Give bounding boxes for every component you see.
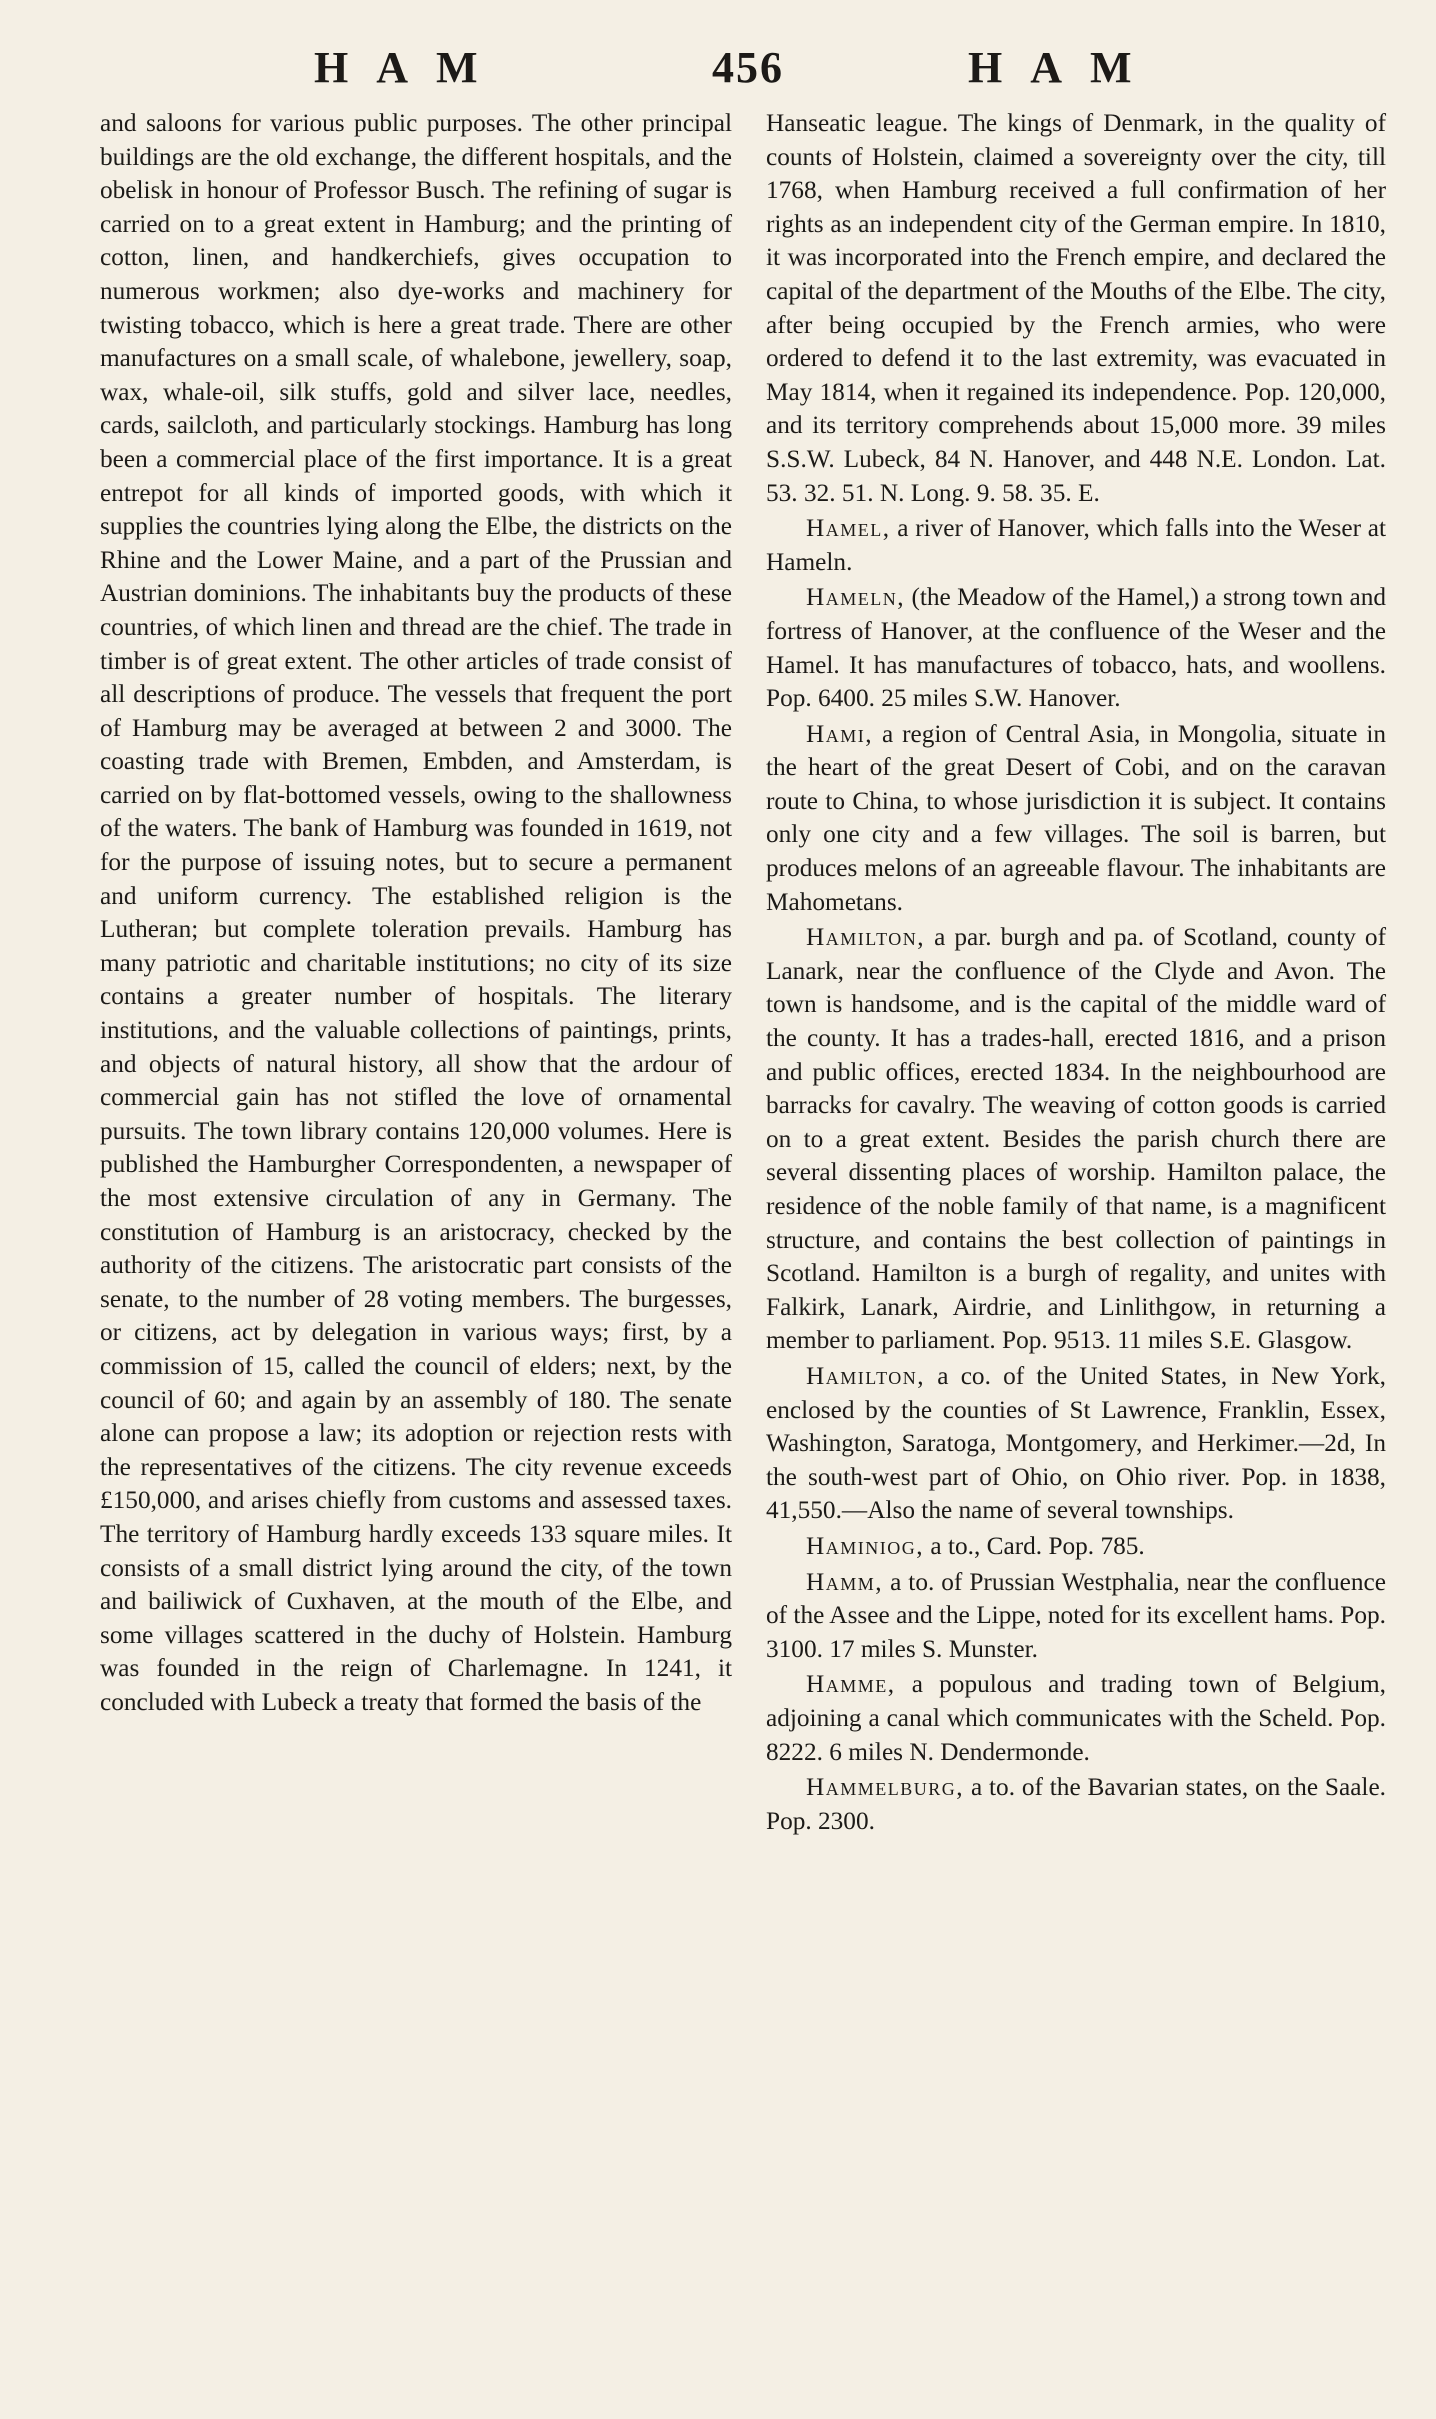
entry-hamme (766, 1668, 1386, 1769)
entry-text: a river of Hanover, which falls into the Weser at Hameln. (766, 514, 1386, 576)
hamburg-entry-end: Hanseatic league. The kings of Denmark, in the quality of counts of Holstein, claimed a sovereignty over the city, till 1768, when Hamburg received a full confirmation of her rights as an independent city of the German empire. In 1810, it was incorporated into the French empire, and declared the capital of the department of the Mouths of the Elbe. The city, after being occupied by the French armies, who were ordered to defend it to the last extremity, was evacuated in May 1814, when it regained its independence. Pop. 120,000, and its territory comprehends about 15,000 more. 39 miles S.S.W. Lubeck, 84 N. Hanover, and 448 N.E. London. Lat. 53. 32. 51. N. Long. 9. 58. 35. E. (766, 109, 1386, 507)
entry-hameln (766, 581, 1386, 715)
entry-hamilton-scotland (766, 921, 1386, 1358)
running-header (100, 38, 1400, 98)
entry-hamilton-us (766, 1360, 1386, 1528)
entry-hami (766, 718, 1386, 920)
entry-text: a region of Central Asia, in Mongolia, situate in the heart of the great Desert of Cobi, and on the caravan route to China, to whose jurisdiction it is subject. It contains only one city and a few villages. The soil is barren, but produces melons of an agreeable flavour. The inhabitants are Mahometans. (766, 719, 1386, 916)
entry-text: (the Meadow of the Hamel,) a strong town and fortress of Hanover, at the confluence of the Weser and the Hamel. It has manufactures of tobacco, hats, and woollens. Pop. 6400. 25 miles S.W. Hanover. (766, 583, 1386, 713)
entry-text: a par. burgh and pa. of Scotland, county of Lanark, near the confluence of the Clyde and Avon. The town is handsome, and is the capital of the middle ward of the county. It has a trades-hall, erected 1816, and a prison and public offices, erected 1834. In the neighbourhood are barracks for cavalry. The weaving of cotton goods is carried on to a great extent. Besides the parish church there are several dissenting places of worship. Hamilton palace, the residence of the noble family of that name, is a magnificent structure, and contains the best collection of paintings in Scotland. Hamilton is a burgh of regality, and unites with Falkirk, Lanark, Airdrie, and Linlithgow, in returning a member to parliament. Pop. 9513. 11 miles S.E. Glasgow. (766, 923, 1386, 1355)
left-column (100, 107, 732, 1720)
hamburg-entry-continuation: and saloons for various public purposes. The other principal buildings are the old exchange, the different hospitals, and the obelisk in honour of Professor Busch. The refining of sugar is carried on to a great extent in Hamburg; and the printing of cotton, linen, and handkerchiefs, gives occupation to numerous workmen; also dye-works and machinery for twisting tobacco, which is here a great trade. There are other manufactures on a small scale, of whalebone, jewellery, soap, wax, whale-oil, silk stuffs, gold and silver lace, needles, cards, sailcloth, and particularly stockings. Hamburg has long been a commercial place of the first importance. It is a great entrepot for all kinds of imported goods, with which it supplies the countries lying along the Elbe, the districts on the Rhine and the Lower Maine, and a part of the Prussian and Austrian dominions. The inhabitants buy the products of these countries, of which linen and thread are the chief. The trade in timber is of great extent. The other articles of trade consist of all descriptions of produce. The vessels that frequent the port of Hamburg may be averaged at between 2 and 3000. The coasting trade with Bremen, Embden, and Amsterdam, is carried on by flat-bottomed vessels, owing to the shallowness of the waters. The bank of Hamburg was founded in 1619, not for the purpose of issuing notes, but to secure a permanent and uniform currency. The established religion is the Lutheran; but complete toleration prevails. Hamburg has many patriotic and charitable institutions; no city of its size contains a greater number of hospitals. The literary institutions, and the valuable collections of paintings, prints, and objects of natural history, all show that the ardour of commercial gain has not stifled the love of ornamental pursuits. The town library contains 120,000 volumes. Here is published the Hamburgher Correspondenten, a newspaper of the most extensive circulation of any in Germany. The constitution of Hamburg is an aristocracy, checked by the authority of the citizens. The aristocratic part consists of the senate, to the number of 28 voting members. The burgesses, or citizens, act by delegation in various ways; first, by a commission of 15, called the council of elders; next, by the council of 60; and again by an assembly of 180. The senate alone can propose a law; its adoption or rejection rests with the representatives of the citizens. The city revenue exceeds £150,000, and arises chiefly from customs and assessed taxes. The territory of Hamburg hardly exceeds 133 square miles. It consists of a small district lying around the city, of the town and bailiwick of Cuxhaven, at the mouth of the Elbe, and some villages scattered in the duchy of Holstein. Hamburg was founded in the reign of Charlemagne. In 1241, it concluded with Lubeck a treaty that formed the basis of the (100, 109, 732, 1716)
entry-headword: Haminiog, (806, 1531, 925, 1560)
entry-headword: Hamilton, (806, 1361, 926, 1390)
entry-text: a to., Card. Pop. 785. (924, 1531, 1145, 1560)
entry-hamm (766, 1566, 1386, 1667)
entry-headword: Hamilton, (806, 923, 926, 952)
entry-headword: Hamme, (806, 1670, 896, 1699)
entry-hammelburg (766, 1771, 1386, 1838)
entry-headword: Hamel, (806, 514, 891, 543)
entry-hamel (766, 512, 1386, 579)
entry-headword: Hami, (806, 719, 874, 748)
entry-text: a to. of Prussian Westphalia, near the confluence of the Assee and the Lippe, noted for its excellent hams. Pop. 3100. 17 miles S. Munster. (766, 1567, 1386, 1663)
entry-headword: Hammelburg, (806, 1773, 965, 1802)
page-number: 456 (712, 43, 784, 92)
entry-text: a populous and trading town of Belgium, adjoining a canal which communicates with the Scheld. Pop. 8222. 6 miles N. Dendermonde. (766, 1670, 1386, 1766)
entry-haminiog (766, 1530, 1386, 1564)
header-left-guideword: HAM (314, 43, 506, 92)
entry-text: a co. of the United States, in New York, enclosed by the counties of St Lawrence, Franklin, Essex, Washington, Saratoga, Montgomery, and Herkimer.—2d, In the south-west part of Ohio, on Ohio river. Pop. in 1838, 41,550.—Also the name of several townships. (766, 1361, 1386, 1525)
entry-headword: Hamm, (806, 1567, 884, 1596)
entry-text: a to. of the Bavarian states, on the Saale. Pop. 2300. (766, 1773, 1386, 1835)
header-right-guideword: HAM (968, 43, 1160, 92)
right-column (766, 107, 1386, 1838)
entry-headword: Hameln, (806, 583, 906, 612)
